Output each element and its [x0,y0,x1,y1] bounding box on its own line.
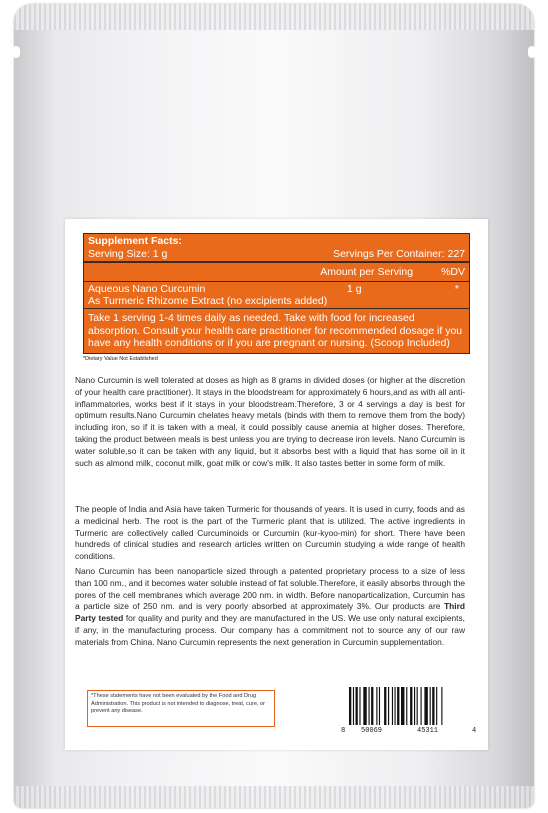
barcode-right-digits: 45311 [417,727,439,735]
paragraph-nanoparticle [75,566,465,649]
servings-per-container: Servings Per Container: 227 [333,248,465,260]
barcode-lead-digit: 8 [341,727,346,735]
directions: Take 1 serving 1-4 times daily as needed. Take with food for increased absorption. Consult your health care practitioner for recommended dosage if you have any health conditions or if you are pregnant or nursing. (Scoop Included) [88,312,463,349]
paragraph-dosage: Nano Curcumin is well tolerated at doses as high as 8 grams in divided doses (or higher at the discretion of your health care practitioner). It stays in the bloodstream for approximately 6 hours,and as with all anti-inflammatories, works best if it stays in your bloodstream.Therefore, 3 or 4 servings a day is best for optimum results.Nano Curcumin chelates heavy metals (binds with them to remove them from the body) including iron, so if it is taken with a meal, it could possibly cause anemia at higher doses. Therefore, taking the product between meals is best unless you are trying to decrease iron levels. Nano Curcumin is water soluble,so it can be taken with any liquid, but it absorbs best with a liquid that has some oil in it such as almond milk, coconut milk, goat milk or cow's milk. It also tastes better in some form of milk. [75,375,465,468]
dv-header: %DV [441,266,465,278]
paragraph-nanoparticle-part1: Nano Curcumin has been nanoparticle sized through a patented proprietary process to a size of less than 100 nm., and it becomes water soluble instead of fat soluble.Therefore, it easily absorbs through the pores of the cell membranes which average 200 nm. in width. Before nanoparticalization, Curcumin has a particle size of 250 nm. and is very poorly absorbed at approximately 3%. Our products are [75,566,465,612]
paragraph-nanoparticle-part2: for quality and purity and they are manufactured in the US. We use only natural excipients, if any, in the manufacturing process. Our company has a commitment not to source any of our raw materials from China. Nano Curcumin represents the next generation in Curcumin supplementation. [75,613,466,647]
barcode [341,685,479,741]
amount-header-row [84,262,469,282]
ingredient-sub: As Turmeric Rhizome Extract (no excipients added) [88,295,328,307]
serving-size: Serving Size: 1 g [88,248,168,260]
amount-header: Amount per Serving [320,266,414,278]
supplement-facts-panel [83,233,470,354]
ingredient-name: Aqueous Nano Curcumin [88,283,206,295]
barcode-check-digit: 4 [472,727,477,735]
third-party-tested: Third Party tested [75,601,465,624]
ingredient-amount: 1 g [347,283,362,295]
ingredient-dv: * [454,283,459,295]
facts-title: Supplement Facts: [88,235,182,247]
serving-row [84,247,469,262]
pouch-bottom-seal [14,786,534,808]
barcode-bars [349,687,475,725]
dv-footnote: *Dietary Value Not Established [83,356,158,362]
tear-notch-left [12,46,20,58]
product-label [65,219,488,750]
tear-notch-right [528,46,536,58]
fda-disclaimer: *These statements have not been evaluated by the Food and Drug Administration. This product is not intended to diagnose, treat, cure, or prevent any disease. [87,690,275,727]
ingredient-row [84,282,469,309]
pouch-top-seal [14,4,534,30]
barcode-left-digits: 50069 [361,727,383,735]
paragraph-history: The people of India and Asia have taken Turmeric for thousands of years. It is used in curry, foods and as a medicinal herb. The root is the part of the Turmeric plant that is utilized. The active ingredients in Turmeric are collectively called Curcuminoids or Curcumin (kur-kyoo-min) for short. There have been hundreds of clinical studies and research articles written on Curcumin studying a wide range of health conditions. [75,504,465,562]
